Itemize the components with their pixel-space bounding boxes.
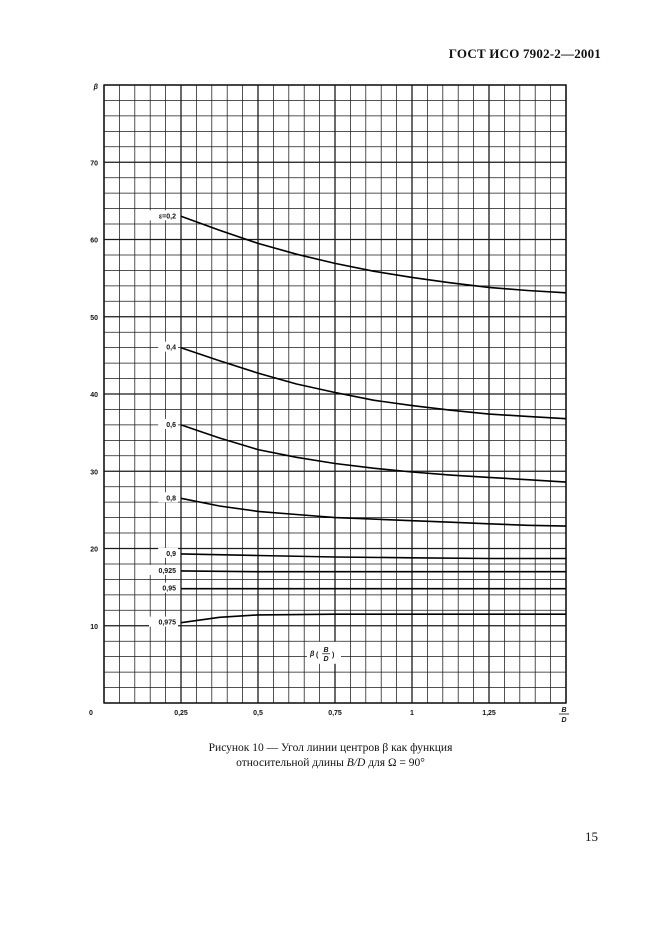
x-tick-label: 0,75 xyxy=(328,710,342,717)
curve-label: 0,9 xyxy=(166,550,176,558)
curve-label: ε=0,2 xyxy=(158,213,176,221)
page-number: 15 xyxy=(585,829,598,844)
curve-0-2 xyxy=(181,216,566,292)
y-tick-label: 70 xyxy=(90,160,98,168)
y-tick-label: 40 xyxy=(90,392,98,399)
x-tick-label: 0,25 xyxy=(174,710,188,717)
curve-0-4 xyxy=(181,348,566,419)
y-tick-label: 30 xyxy=(90,469,98,477)
formula-beta: β xyxy=(310,650,315,658)
formula-denominator: D xyxy=(323,655,329,663)
curve-label: 0,6 xyxy=(166,421,176,429)
curve-label: 0,95 xyxy=(162,585,176,593)
y-tick-label: 50 xyxy=(90,314,98,322)
curve-label: 0,975 xyxy=(158,619,176,627)
x-tick-label: 1 xyxy=(410,710,414,717)
curve-label: 0,8 xyxy=(166,495,176,503)
x-axis-label-numerator: B xyxy=(561,707,567,714)
caption-line-2 xyxy=(0,756,661,771)
y-tick-label: 60 xyxy=(90,237,98,245)
chart-series xyxy=(181,216,566,622)
formula-open-paren: ( xyxy=(316,651,319,659)
y-tick-label: 20 xyxy=(90,546,98,554)
curve-0-6 xyxy=(181,425,566,482)
caption-line-2-prefix: относительной длины xyxy=(236,757,347,769)
x-axis-label-denominator: D xyxy=(561,717,567,724)
formula-close-paren: ) xyxy=(332,651,335,659)
curve-label: 0,4 xyxy=(166,344,176,352)
curve-0-9 xyxy=(181,554,566,559)
y-axis-label: β xyxy=(93,84,98,91)
x-tick-label: 0,5 xyxy=(253,710,263,717)
caption-line-2-suffix: для Ω = 90° xyxy=(365,757,425,769)
standard-header: ГОСТ ИСО 7902-2—2001 xyxy=(448,46,601,61)
curve-label: 0,925 xyxy=(158,567,176,575)
curve-0-975 xyxy=(181,614,566,623)
chart-grid xyxy=(104,85,566,703)
x-axis-label xyxy=(559,707,569,724)
x-tick-label: 0 xyxy=(89,710,93,717)
x-tick-label: 1,25 xyxy=(482,710,496,717)
caption-line-1: Рисунок 10 — Угол линии центров β как функция xyxy=(208,742,453,754)
caption-variable: B/D xyxy=(346,757,366,769)
y-tick-label: 10 xyxy=(90,623,98,631)
figure-caption xyxy=(0,741,661,771)
formula-numerator: B xyxy=(323,646,329,654)
curve-0-925 xyxy=(181,571,566,572)
chart-labels xyxy=(149,210,341,663)
chart-ticks xyxy=(89,84,569,724)
formula-label xyxy=(307,642,341,664)
